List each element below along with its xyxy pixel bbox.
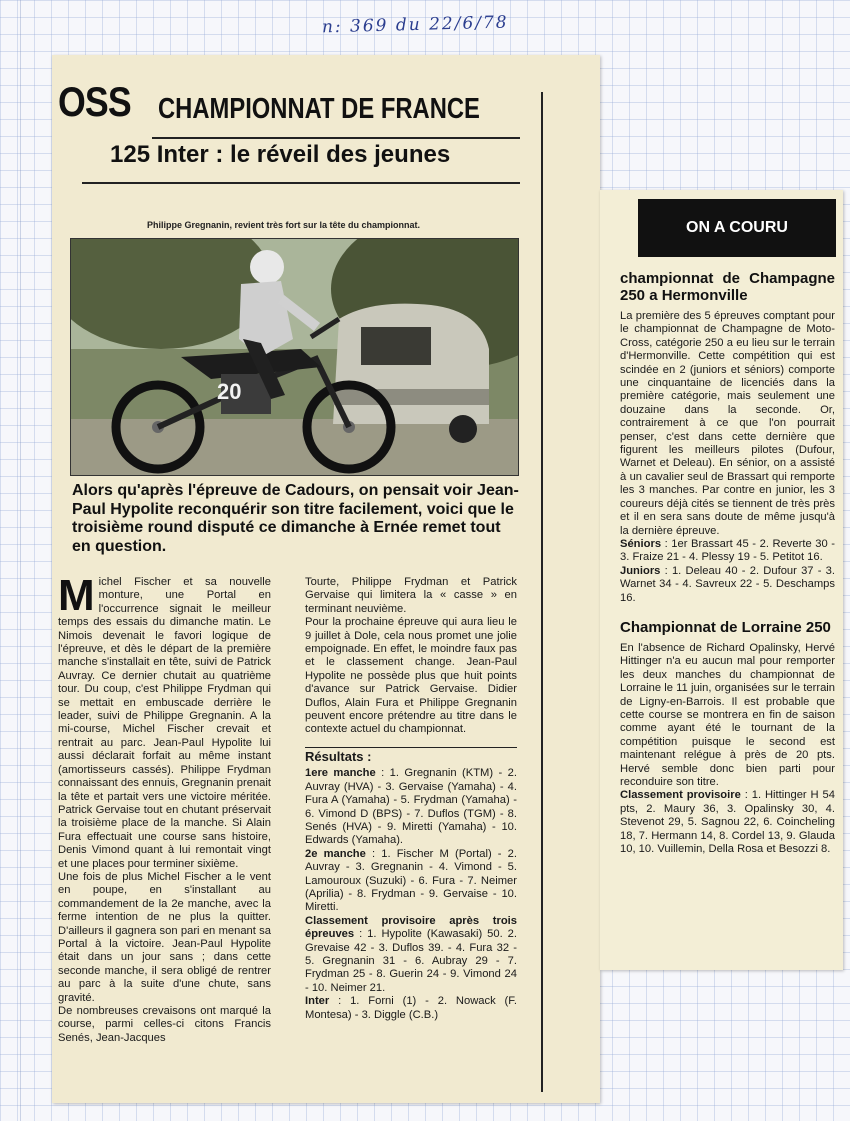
champagne-paragraph: La première des 5 épreuves comptant pour le championnat de Champagne de Moto-Cross, catégorie 250 a eu lieu sur le terrain d'Hermonville. Cette compétition qui est scindée en 2 (juniors et séniors) comporte une cinquantaine de licenciés dans la première catégorie, mais seulement une douzaine dans la seconde. Or, contrairement à ce que l'on pourrait penser, c'est dans cette dernière que figurent les meilleurs pilotes (Dufour, Warnet et Deleau). En sénior, on a assisté à un cavalier seul de Brassart qui remporte les 3 manches. Par contre en junior, les 3 coureurs déjà cités se tiennent de très près et il en sera sans doute de même jusqu'à la dernière épreuve. xyxy=(620,310,835,537)
champagne-heading: championnat de Champagne 250 a Hermonville xyxy=(620,270,835,304)
article-lead: Alors qu'après l'épreuve de Cadours, on pensait voir Jean-Paul Hypolite reconquérir son titre facilement, voici que le troisième round disputé ce dimanche à Ernée remet tout en question. xyxy=(72,482,519,555)
article-column-2 xyxy=(305,576,517,1022)
inter-label: Inter xyxy=(305,995,330,1008)
race-2-label: 2e manche xyxy=(305,847,366,860)
juniors-label: Juniors xyxy=(620,564,661,577)
lorraine-standings-label: Classement provisoire xyxy=(620,789,741,802)
section-kicker: OSS xyxy=(58,78,131,125)
drop-cap: M xyxy=(58,571,95,620)
standings-results: : 1. Hypolite (Kawasaki) 50. 2. Grevaise 42 - 3. Duflos 39. - 4. Fura 32 - 5. Gregnanin 31 - 6. Aubray 29 - 7. Frydman 25 - 8. Guerin 24 - 9. Vimond 24 - 10. Neimer 21. xyxy=(305,928,517,994)
column-1-paragraph-3: De nombreuses crevaisons ont marqué la course, parmi celles-ci citons Francis Senés, Jean-Jacques xyxy=(58,1005,271,1044)
column-vertical-rule xyxy=(541,92,543,1092)
column-1-paragraph-2: Une fois de plus Michel Fischer a le vent en poupe, en s'installant au commandement de la 2e manche, avec la ferme intention de ne plus la quitter. D'ailleurs il gagnera son pari en menant sa Portal à la victoire. Jean-Paul Hypolite était dans un jour sans ; dans cette seconde manche, il sera obligé de rentrer au parc à la suite d'une chute, sans gravité. xyxy=(58,870,271,1004)
lorraine-standings: : 1. Hittinger H 54 pts, 2. Maury 36, 3. Opalinsky 30, 4. Stevenot 29, 5. Sagnou 22, 6. Coincheling 18, 7. Hermann 14, 8. Cordel 13, 9. Glauda 10, 10. Vuillemin, Della Rosa et Besozzi 8. xyxy=(620,789,835,856)
lorraine-paragraph: En l'absence de Richard Opalinsky, Hervé Hittinger n'a eu aucun mal pour remporter les deux manches du championnat de Lorraine le 11 juin, organisées sur le terrain de Ligny-en-Barrois. Il est probable que cette course se montrera en fin de saison comme ayant été le tournant de la compétition puisque le second est maintenant relégue à près de 20 pts. Hervé semble donc bien parti pour reconduire son titre. xyxy=(620,641,835,788)
column-2-paragraph-1: Tourte, Philippe Frydman et Patrick Gervaise qui limitera la « casse » en terminant neuvième. xyxy=(305,576,517,615)
column-2-paragraph-2: Pour la prochaine épreuve qui aura lieu le 9 juillet à Dole, cela nous promet une jolie empoignade. En effet, le moindre faux pas et le classement change. Jean-Paul Hypolite ne possède plus que huit points d'avance sur Patrick Gervaise. Didier Duflos, Alain Fura et Philippe Gregnanin peuvent encore prétendre au titre dans le contexte actuel du championnat. xyxy=(305,616,517,736)
inter-results: : 1. Forni (1) - 2. Nowack (F. Montesa) - 3. Diggle (C.B.) xyxy=(305,995,517,1021)
section-title: CHAMPIONNAT DE FRANCE xyxy=(158,93,480,125)
title-rule xyxy=(152,137,520,139)
on-a-couru-banner: ON A COURU xyxy=(638,199,836,257)
race-1-label: 1ere manche xyxy=(305,767,376,780)
side-column xyxy=(620,270,835,856)
race-2-results: : 1. Fischer M (Portal) - 2. Auvray - 3. Gregnanin - 4. Vimond - 5. Lamouroux (Suzuki) - 6. Fura - 7. Neimer (Aprilia) - 8. Frydman - 9. Gervaise - 10. Miretti. xyxy=(305,847,517,914)
seniors-results: : 1er Brassart 45 - 2. Reverte 30 - 3. Fraize 21 - 4. Plessy 19 - 5. Petitot 16. xyxy=(620,537,835,564)
handwritten-issue-note: n: 369 du 22/6/78 xyxy=(321,12,509,38)
notebook-margin-line xyxy=(20,0,21,1121)
juniors-results: : 1. Deleau 40 - 2. Dufour 37 - 3. Warnet 34 - 4. Savreux 22 - 5. Deschamps 16. xyxy=(620,564,835,604)
bike-number-plate: 20 xyxy=(217,379,242,404)
race-1-results: : 1. Gregnanin (KTM) - 2. Auvray (HVA) - 3. Gervaise (Yamaha) - 4. Fura A (Yamaha) - 5. Frydman (Yamaha) - 6. Vimond D (BPS) - 7. Duflos (TGM) - 8. Senés (HVA) - 9. Miretti (Yamaha) - 10. Edwards (Yamaha). xyxy=(305,767,517,847)
standings-label: Classement provisoire après trois épreuves xyxy=(305,914,517,941)
lorraine-heading: Championnat de Lorraine 250 xyxy=(620,618,831,636)
headline-rule xyxy=(82,182,520,184)
column-1-paragraph-1: ichel Fischer et sa nouvelle monture, une Portal en l'occurrence signait le meilleur temps des essais du dimanche matin. Le Nimois devenait le favori logique de l'épreuve, et dès le départ de la première manche s'installait en tête, suivi de Patrick Auvray. Ce dernier chutait au quatrième tour. Du coup, c'est Philippe Frydman qui se mettait en embuscade derrière le leader, suivi de Philippe Gregnanin. A la mi-course, Michel Fischer crevait et rentrait au parc. Jean-Paul Hypolite lui aussi déclarait forfait au même instant (amortisseurs cassés). Philippe Frydman connaissant des ennuis, Gregnanin prenait la tête et partait vers une victoire méritée. Patrick Gervaise tout en chutant préservait la troisième place de la manche. Si Alain Fura effectuait une course sans histoire, Denis Vimond quant à lui remontait vingt et une places pour terminer sixième. xyxy=(58,576,271,870)
motocross-photo-illustration xyxy=(71,239,518,475)
seniors-label: Séniors xyxy=(620,537,662,550)
motocross-photo xyxy=(70,238,519,476)
article-headline: 125 Inter : le réveil des jeunes xyxy=(110,141,451,168)
photo-caption: Philippe Gregnanin, revient très fort sur la tête du championnat. xyxy=(147,220,421,230)
side-newspaper-clipping xyxy=(600,190,843,970)
results-heading: Résultats : xyxy=(305,747,517,763)
article-column-1 xyxy=(58,571,271,1045)
main-newspaper-clipping xyxy=(52,55,600,1103)
